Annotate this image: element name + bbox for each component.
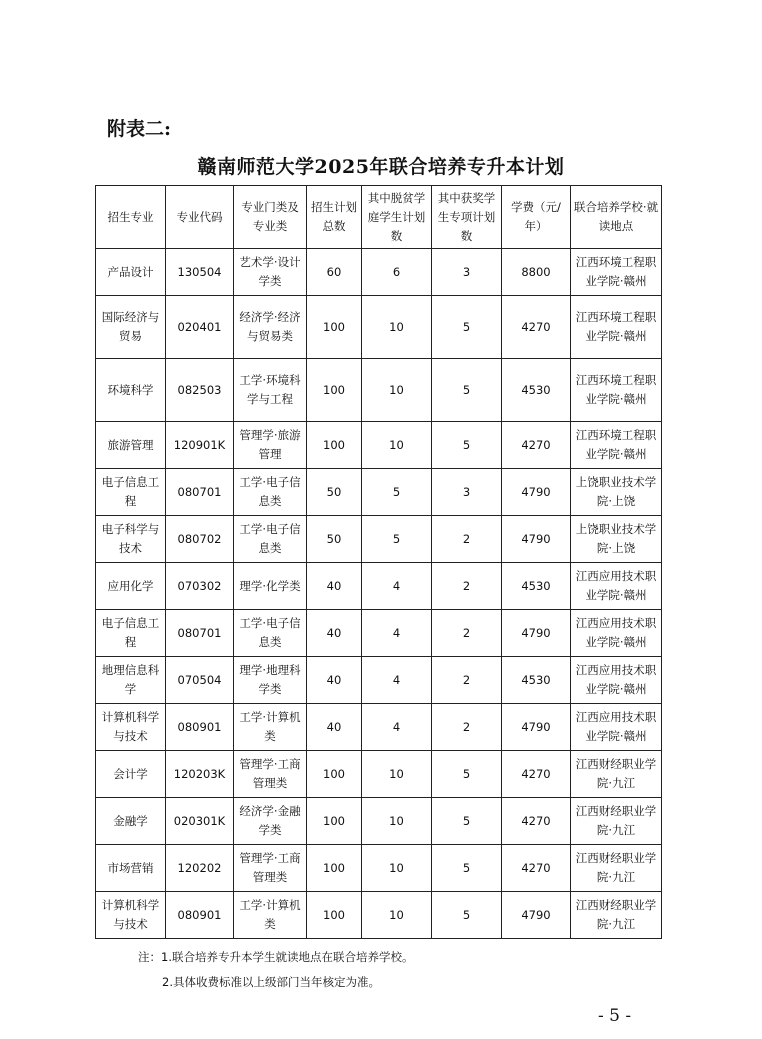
- header-major: 招生专业: [96, 186, 166, 249]
- cell-major: 市场营销: [96, 845, 166, 892]
- notes: [138, 945, 413, 995]
- cell-code: 020401: [166, 296, 234, 359]
- cell-category: 管理学·工商管理类: [234, 845, 307, 892]
- cell-tuition: 4270: [502, 296, 571, 359]
- cell-category: 经济学·金融学类: [234, 798, 307, 845]
- cell-tuition: 8800: [502, 249, 571, 296]
- header-award-plan: 其中获奖学生专项计划数: [432, 186, 502, 249]
- cell-code: 070504: [166, 657, 234, 704]
- cell-poverty-plan: 6: [362, 249, 432, 296]
- table-row: [96, 469, 662, 516]
- cell-category: 工学·计算机类: [234, 892, 307, 939]
- cell-code: 080701: [166, 610, 234, 657]
- enrollment-plan-table: [95, 185, 662, 939]
- header-total-plan: 招生计划总数: [307, 186, 362, 249]
- cell-partner-school: 江西环境工程职业学院·赣州: [571, 249, 662, 296]
- cell-partner-school: 江西环境工程职业学院·赣州: [571, 422, 662, 469]
- cell-award-plan: 2: [432, 704, 502, 751]
- cell-award-plan: 3: [432, 469, 502, 516]
- cell-award-plan: 2: [432, 657, 502, 704]
- cell-major: 计算机科学与技术: [96, 704, 166, 751]
- cell-partner-school: 江西环境工程职业学院·赣州: [571, 296, 662, 359]
- cell-award-plan: 5: [432, 751, 502, 798]
- cell-category: 工学·电子信息类: [234, 516, 307, 563]
- table-row: [96, 704, 662, 751]
- cell-total-plan: 100: [307, 892, 362, 939]
- table-row: [96, 657, 662, 704]
- table-row: [96, 563, 662, 610]
- cell-major: 会计学: [96, 751, 166, 798]
- cell-code: 080901: [166, 704, 234, 751]
- cell-code: 080901: [166, 892, 234, 939]
- cell-poverty-plan: 10: [362, 359, 432, 422]
- cell-major: 国际经济与贸易: [96, 296, 166, 359]
- cell-partner-school: 江西财经职业学院·九江: [571, 845, 662, 892]
- cell-partner-school: 江西财经职业学院·九江: [571, 751, 662, 798]
- cell-category: 经济学·经济与贸易类: [234, 296, 307, 359]
- note-2: 2.具体收费标准以上级部门当年核定为准。: [162, 975, 380, 989]
- cell-major: 地理信息科学: [96, 657, 166, 704]
- cell-partner-school: 江西应用技术职业学院·赣州: [571, 657, 662, 704]
- cell-partner-school: 江西应用技术职业学院·赣州: [571, 704, 662, 751]
- cell-code: 080702: [166, 516, 234, 563]
- cell-total-plan: 40: [307, 610, 362, 657]
- appendix-label: 附表二:: [107, 118, 172, 140]
- header-code: 专业代码: [166, 186, 234, 249]
- cell-award-plan: 5: [432, 845, 502, 892]
- cell-category: 管理学·旅游管理: [234, 422, 307, 469]
- cell-poverty-plan: 10: [362, 751, 432, 798]
- table-row: [96, 845, 662, 892]
- cell-major: 金融学: [96, 798, 166, 845]
- table-header-row: [96, 186, 662, 249]
- table-row: [96, 610, 662, 657]
- cell-award-plan: 2: [432, 563, 502, 610]
- cell-code: 082503: [166, 359, 234, 422]
- cell-partner-school: 上饶职业技术学院·上饶: [571, 516, 662, 563]
- cell-total-plan: 100: [307, 845, 362, 892]
- cell-tuition: 4790: [502, 610, 571, 657]
- cell-partner-school: 上饶职业技术学院·上饶: [571, 469, 662, 516]
- cell-tuition: 4270: [502, 798, 571, 845]
- cell-code: 120901K: [166, 422, 234, 469]
- table-body: [96, 249, 662, 939]
- cell-code: 080701: [166, 469, 234, 516]
- note-1: 注：1.联合培养专升本学生就读地点在联合培养学校。: [138, 950, 414, 964]
- cell-total-plan: 50: [307, 469, 362, 516]
- cell-category: 理学·化学类: [234, 563, 307, 610]
- cell-major: 电子科学与技术: [96, 516, 166, 563]
- cell-tuition: 4790: [502, 469, 571, 516]
- header-poverty-plan: 其中脱贫学庭学生计划数: [362, 186, 432, 249]
- cell-tuition: 4270: [502, 422, 571, 469]
- cell-total-plan: 40: [307, 563, 362, 610]
- cell-poverty-plan: 10: [362, 798, 432, 845]
- cell-total-plan: 100: [307, 751, 362, 798]
- cell-total-plan: 100: [307, 798, 362, 845]
- cell-poverty-plan: 5: [362, 469, 432, 516]
- table-row: [96, 751, 662, 798]
- table-row: [96, 249, 662, 296]
- header-category: 专业门类及专业类: [234, 186, 307, 249]
- cell-award-plan: 5: [432, 296, 502, 359]
- cell-category: 管理学·工商管理类: [234, 751, 307, 798]
- cell-major: 应用化学: [96, 563, 166, 610]
- cell-major: 电子信息工程: [96, 469, 166, 516]
- cell-total-plan: 60: [307, 249, 362, 296]
- cell-award-plan: 5: [432, 798, 502, 845]
- cell-total-plan: 100: [307, 296, 362, 359]
- cell-major: 计算机科学与技术: [96, 892, 166, 939]
- cell-poverty-plan: 10: [362, 845, 432, 892]
- cell-tuition: 4530: [502, 359, 571, 422]
- cell-award-plan: 5: [432, 359, 502, 422]
- cell-poverty-plan: 10: [362, 422, 432, 469]
- cell-poverty-plan: 4: [362, 704, 432, 751]
- cell-award-plan: 5: [432, 892, 502, 939]
- cell-category: 工学·电子信息类: [234, 610, 307, 657]
- cell-award-plan: 3: [432, 249, 502, 296]
- cell-poverty-plan: 4: [362, 610, 432, 657]
- cell-code: 120203K: [166, 751, 234, 798]
- table-row: [96, 798, 662, 845]
- cell-total-plan: 50: [307, 516, 362, 563]
- cell-tuition: 4790: [502, 516, 571, 563]
- cell-tuition: 4530: [502, 563, 571, 610]
- cell-poverty-plan: 10: [362, 296, 432, 359]
- cell-code: 130504: [166, 249, 234, 296]
- cell-category: 工学·计算机类: [234, 704, 307, 751]
- document-title: 赣南师范大学2025年联合培养专升本计划: [197, 156, 565, 178]
- cell-partner-school: 江西财经职业学院·九江: [571, 798, 662, 845]
- cell-total-plan: 100: [307, 422, 362, 469]
- cell-tuition: 4270: [502, 845, 571, 892]
- cell-partner-school: 江西环境工程职业学院·赣州: [571, 359, 662, 422]
- cell-tuition: 4790: [502, 704, 571, 751]
- table-row: [96, 422, 662, 469]
- cell-category: 艺术学·设计学类: [234, 249, 307, 296]
- table-row: [96, 516, 662, 563]
- cell-award-plan: 2: [432, 516, 502, 563]
- cell-total-plan: 40: [307, 657, 362, 704]
- cell-award-plan: 2: [432, 610, 502, 657]
- cell-code: 020301K: [166, 798, 234, 845]
- cell-poverty-plan: 10: [362, 892, 432, 939]
- cell-major: 环境科学: [96, 359, 166, 422]
- cell-tuition: 4790: [502, 892, 571, 939]
- cell-major: 产品设计: [96, 249, 166, 296]
- cell-partner-school: 江西应用技术职业学院·赣州: [571, 563, 662, 610]
- cell-code: 120202: [166, 845, 234, 892]
- cell-major: 电子信息工程: [96, 610, 166, 657]
- cell-award-plan: 5: [432, 422, 502, 469]
- cell-poverty-plan: 4: [362, 657, 432, 704]
- cell-poverty-plan: 4: [362, 563, 432, 610]
- cell-category: 工学·电子信息类: [234, 469, 307, 516]
- cell-total-plan: 100: [307, 359, 362, 422]
- table-row: [96, 892, 662, 939]
- table-row: [96, 296, 662, 359]
- cell-category: 工学·环境科学与工程: [234, 359, 307, 422]
- cell-tuition: 4270: [502, 751, 571, 798]
- header-tuition: 学费（元/年）: [502, 186, 571, 249]
- cell-partner-school: 江西财经职业学院·九江: [571, 892, 662, 939]
- cell-poverty-plan: 5: [362, 516, 432, 563]
- cell-total-plan: 40: [307, 704, 362, 751]
- cell-code: 070302: [166, 563, 234, 610]
- table-row: [96, 359, 662, 422]
- cell-category: 理学·地理科学类: [234, 657, 307, 704]
- cell-partner-school: 江西应用技术职业学院·赣州: [571, 610, 662, 657]
- page-number: - 5 -: [598, 1006, 632, 1026]
- cell-major: 旅游管理: [96, 422, 166, 469]
- header-partner-school: 联合培养学校·就读地点: [571, 186, 662, 249]
- cell-tuition: 4530: [502, 657, 571, 704]
